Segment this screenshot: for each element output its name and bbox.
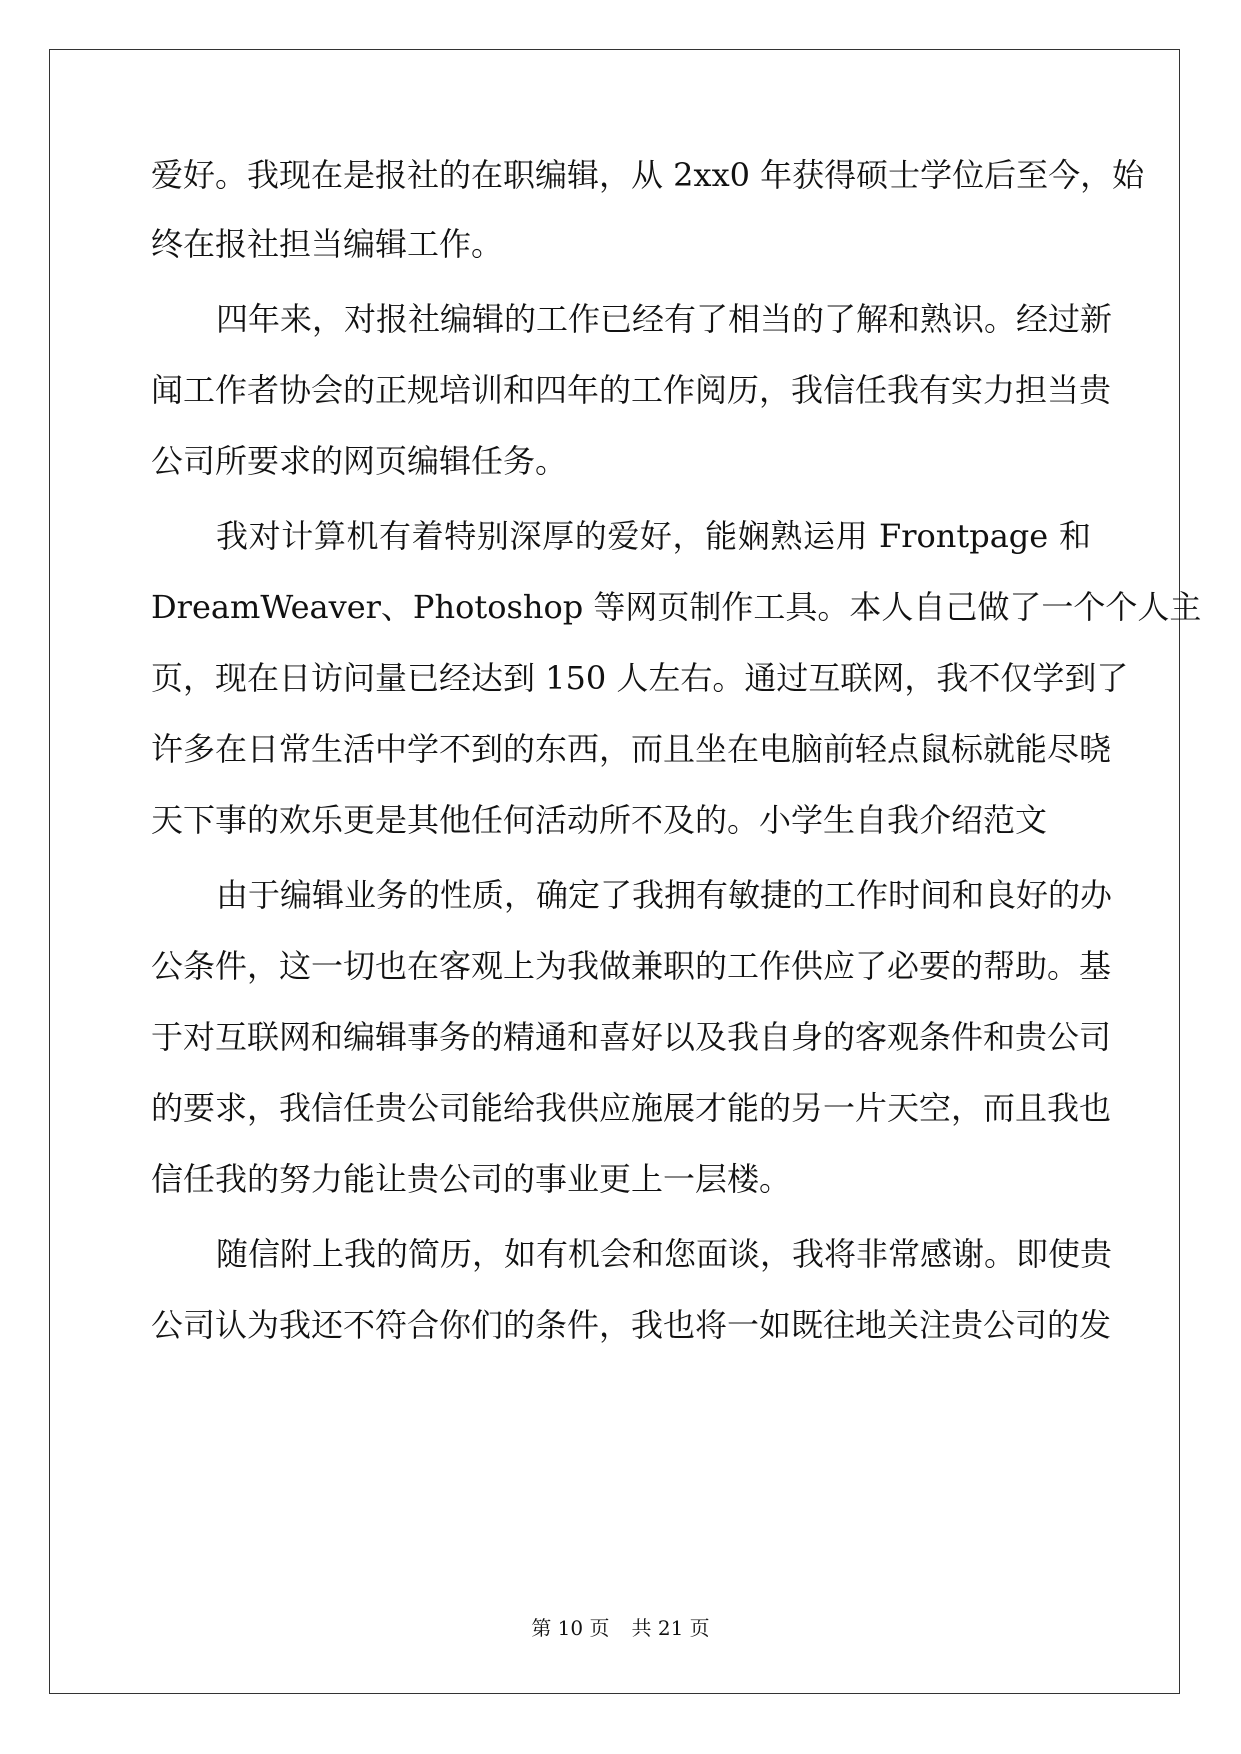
text-line: 公条件，这一切也在客观上为我做兼职的工作供应了必要的帮助。基 bbox=[151, 947, 1112, 985]
text-line: 闻工作者协会的正规培训和四年的工作阅历，我信任我有实力担当贵 bbox=[151, 371, 1112, 409]
page-total: 共 21 页 bbox=[631, 1616, 710, 1640]
page-border bbox=[49, 49, 1202, 1694]
text-line: 天下事的欢乐更是其他任何活动所不及的。小学生自我介绍范文 bbox=[151, 801, 1048, 839]
text-line: 随信附上我的简历，如有机会和您面谈，我将非常感谢。即使贵 bbox=[216, 1235, 1113, 1273]
text-line: 于对互联网和编辑事务的精通和喜好以及我自身的客观条件和贵公司 bbox=[151, 1018, 1112, 1056]
text-line: DreamWeaver、Photoshop 等网页制作工具。本人自己做了一个个人主 bbox=[151, 588, 1202, 626]
text-line: 终在报社担当编辑工作。 bbox=[151, 225, 504, 263]
text-line: 由于编辑业务的性质，确定了我拥有敏捷的工作时间和良好的办 bbox=[216, 876, 1113, 914]
text-line: 许多在日常生活中学不到的东西，而且坐在电脑前轻点鼠标就能尽晓 bbox=[151, 730, 1112, 768]
text-line: 我对计算机有着特别深厚的爱好，能娴熟运用 Frontpage 和 bbox=[216, 517, 1091, 555]
text-line: 的要求，我信任贵公司能给我供应施展才能的另一片天空，而且我也 bbox=[151, 1089, 1112, 1127]
text-line: 信任我的努力能让贵公司的事业更上一层楼。 bbox=[151, 1160, 792, 1198]
text-line: 爱好。我现在是报社的在职编辑，从 2xx0 年获得硕士学位后至今，始 bbox=[151, 156, 1145, 194]
page-footer bbox=[0, 1612, 1241, 1641]
text-line: 页，现在日访问量已经达到 150 人左右。通过互联网，我不仅学到了 bbox=[151, 659, 1129, 697]
text-line: 四年来，对报社编辑的工作已经有了相当的了解和熟识。经过新 bbox=[216, 300, 1113, 338]
page-number: 第 10 页 bbox=[531, 1616, 610, 1640]
text-line: 公司认为我还不符合你们的条件，我也将一如既往地关注贵公司的发 bbox=[151, 1306, 1112, 1344]
text-line: 公司所要求的网页编辑任务。 bbox=[151, 442, 568, 480]
